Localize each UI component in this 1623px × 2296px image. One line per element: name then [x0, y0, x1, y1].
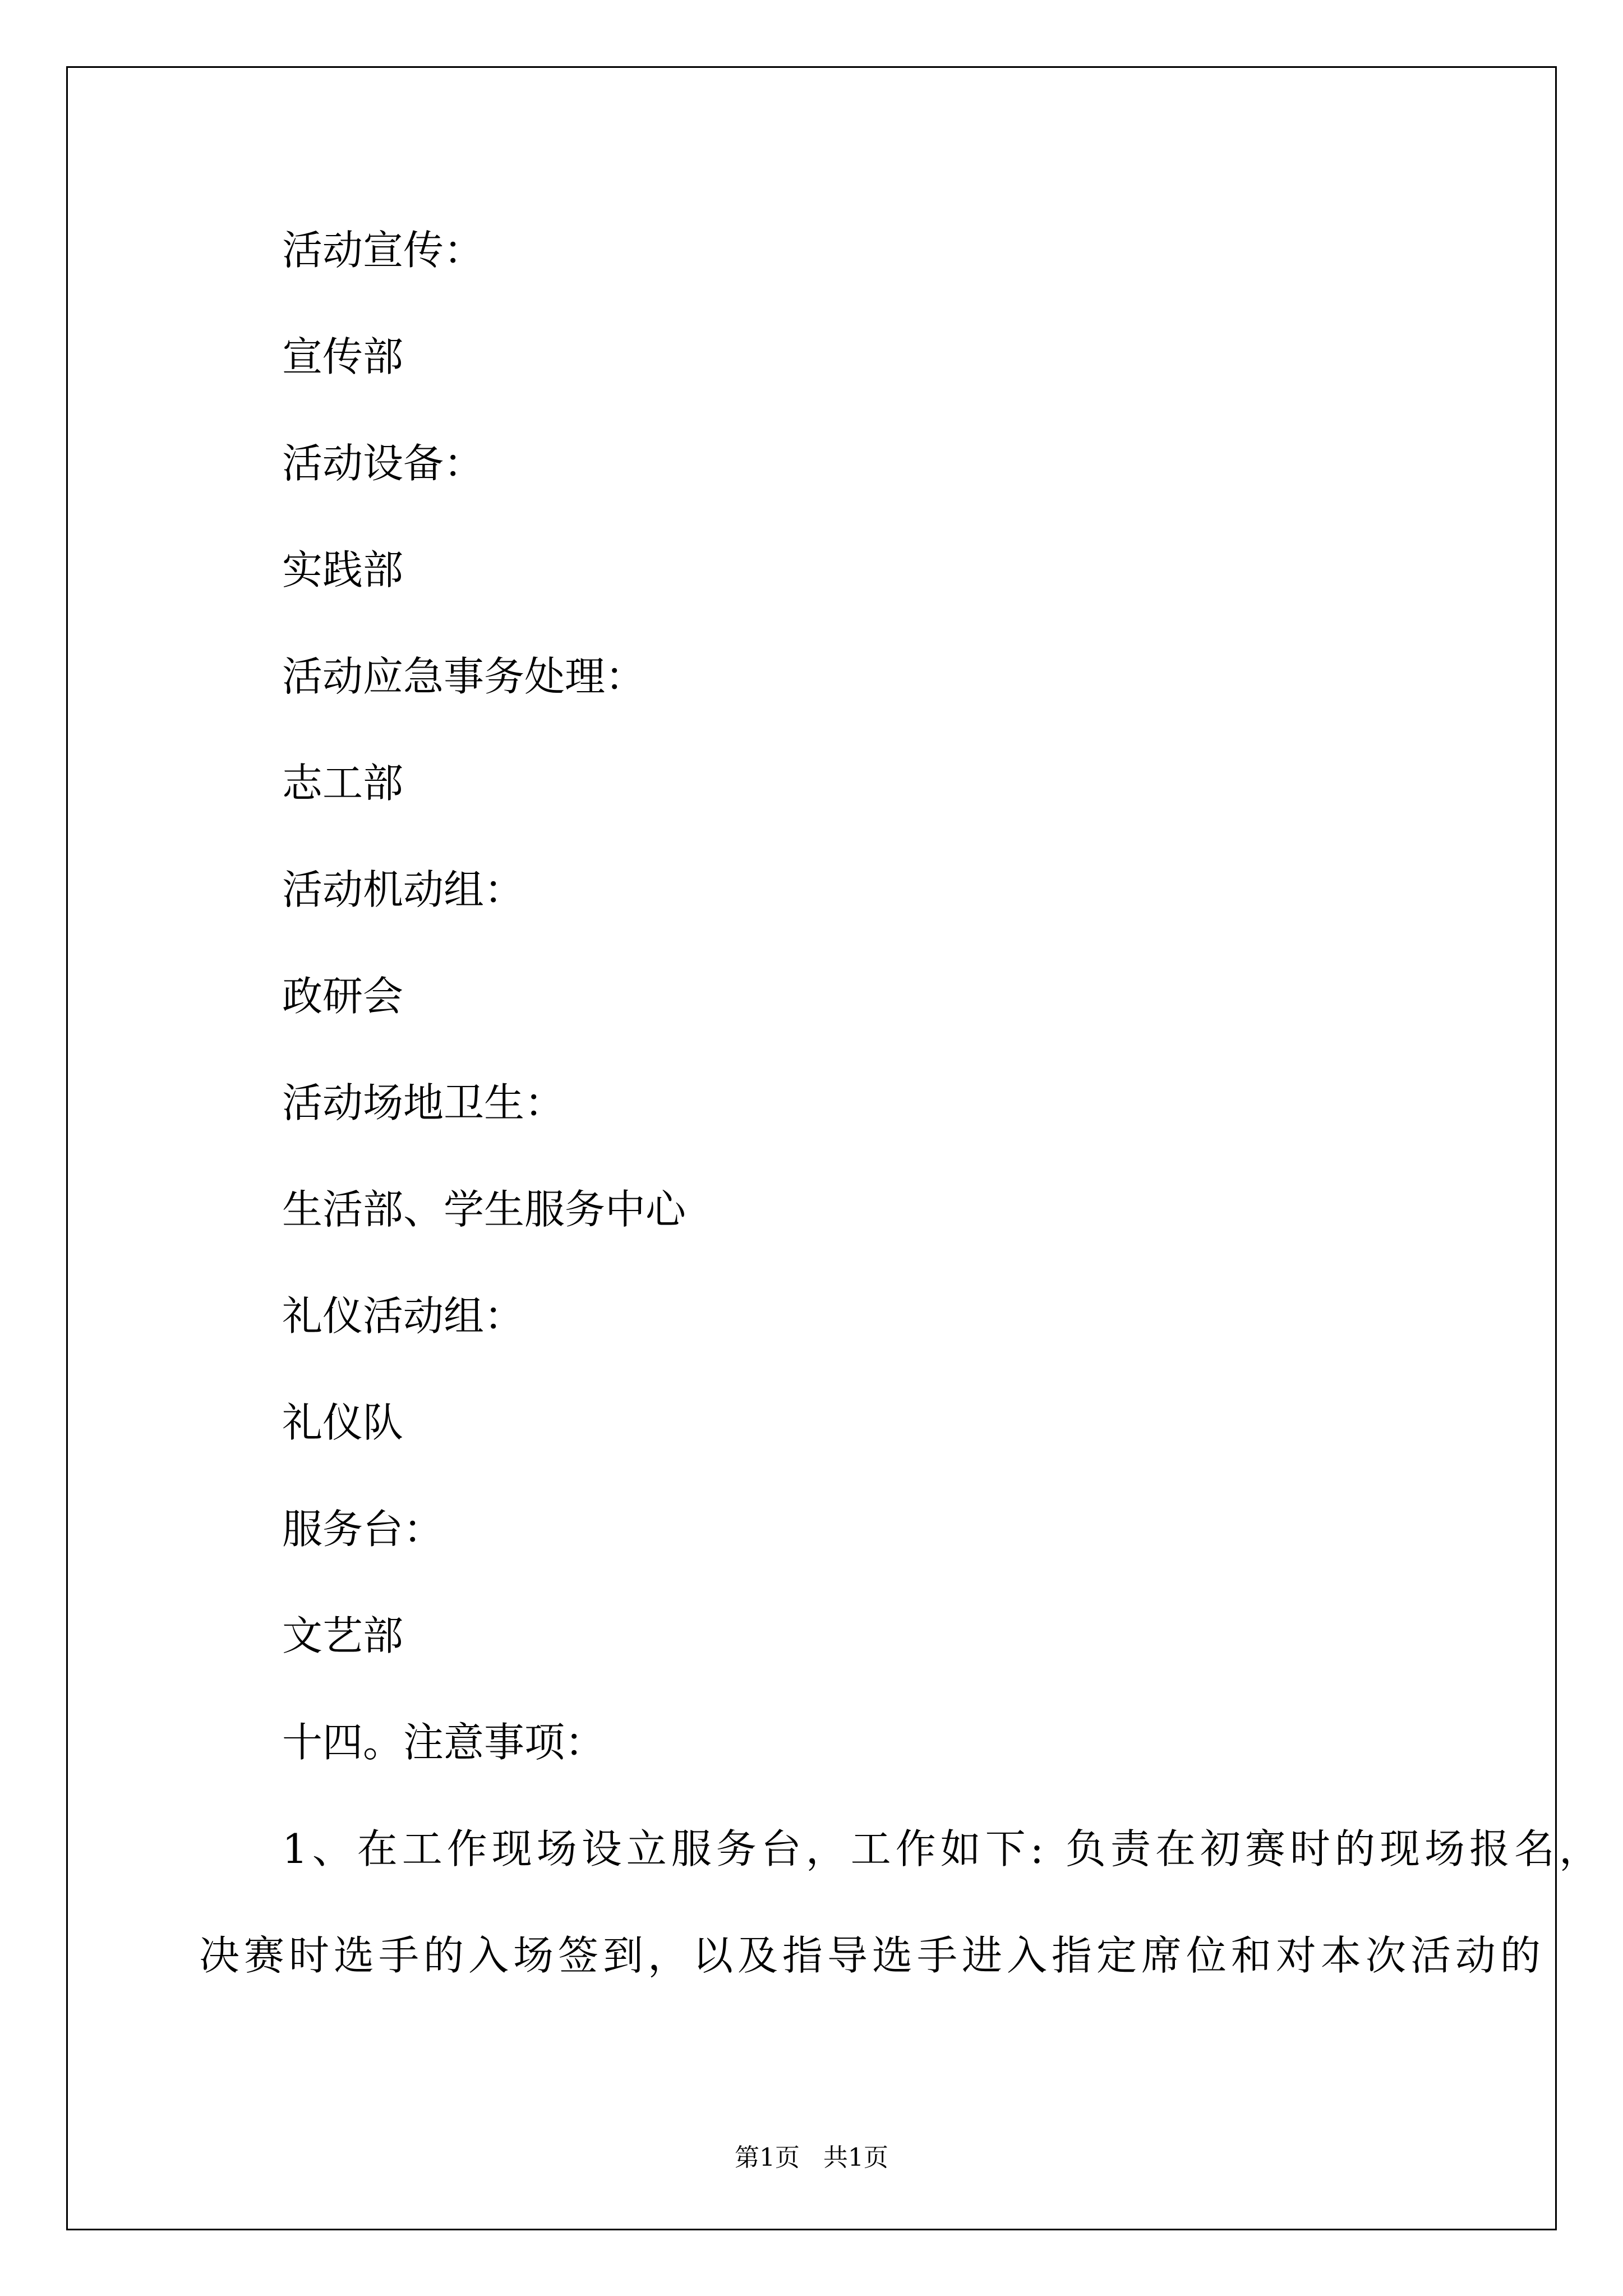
text-etiquette-team: 礼仪队 [282, 1399, 404, 1446]
page-number-footer: 第1页 共1页 [735, 2143, 888, 2172]
paragraph-line-1: 1、在工作现场设立服务台，工作如下: 负责在初赛时的现场报名， [282, 1825, 1604, 1872]
text-arts-dept: 文艺部 [282, 1612, 404, 1659]
text-publicity-dept: 宣传部 [282, 333, 404, 380]
heading-emergency: 活动应急事务处理： [282, 653, 646, 700]
text-politics-society: 政研会 [282, 973, 404, 1020]
heading-notes: 十四。注意事项： [282, 1719, 606, 1766]
text-life-dept: 生活部、学生服务中心 [282, 1186, 686, 1233]
heading-equipment: 活动设备： [282, 440, 485, 487]
heading-mobile-group: 活动机动组： [282, 866, 525, 913]
text-practice-dept: 实践部 [282, 546, 404, 593]
page-border [66, 66, 1557, 2230]
heading-etiquette-group: 礼仪活动组： [282, 1292, 525, 1340]
heading-service-desk: 服务台： [282, 1506, 444, 1553]
heading-publicity: 活动宣传： [282, 227, 485, 274]
paragraph-line-2: 决赛时选手的入场签到，以及指导选手进入指定席位和对本次活动的 [199, 1932, 1546, 1979]
text-volunteer-dept: 志工部 [282, 760, 404, 807]
heading-venue-hygiene: 活动场地卫生： [282, 1079, 565, 1126]
